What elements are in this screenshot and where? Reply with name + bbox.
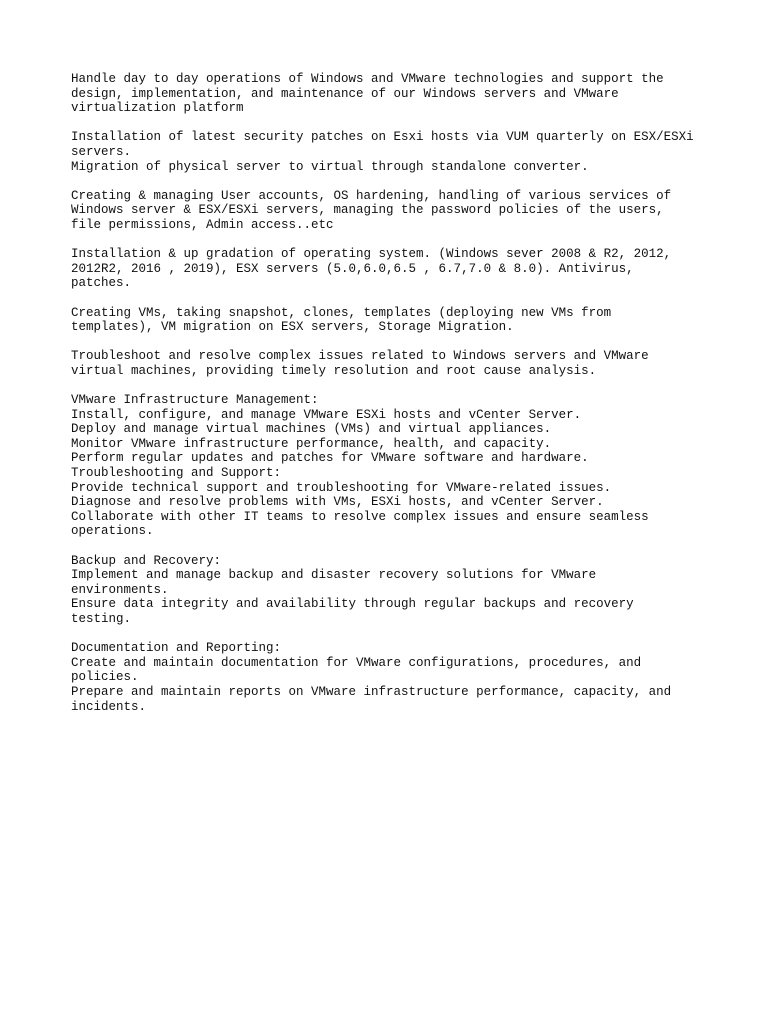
paragraph-os-upgrades [71,247,711,291]
paragraph-vm-management [71,306,711,335]
text-line: Deploy and manage virtual machines (VMs) and virtual appliances. [71,422,552,437]
text-line: Handle day to day operations of Windows and VMware technologies and support the [71,72,664,86]
text-line: Diagnose and resolve problems with VMs, ESXi hosts, and vCenter Server. [71,495,604,510]
text-line: Provide technical support and troubleshooting for VMware-related issues. [71,480,612,495]
text-line: environments. [71,582,169,597]
paragraph-user-accounts [71,189,711,233]
text-line: Windows server & ESX/ESXi servers, managing the password policies of the users, [71,203,664,218]
text-line: Installation & up gradation of operating system. (Windows sever 2008 & R2, 2012, [71,247,672,262]
text-line: Migration of physical server to virtual through standalone converter. [71,159,589,174]
text-line: file permissions, Admin access..etc [71,217,334,232]
paragraph-operations-summary [71,72,711,116]
text-line: Creating & managing User accounts, OS hardening, handling of various services of [71,188,672,203]
text-line: Installation of latest security patches on Esxi hosts via VUM quarterly on ESX/ESXi [71,130,694,145]
text-line: Creating VMs, taking snapshot, clones, templates (deploying new VMs from [71,305,612,320]
document-page [71,72,711,729]
text-line: 2012R2, 2016 , 2019), ESX servers (5.0,6.0,6.5 , 6.7,7.0 & 8.0). Antivirus, [71,261,634,276]
paragraph-security-patches [71,130,711,174]
text-line: Install, configure, and manage VMware ESXi hosts and vCenter Server. [71,407,582,422]
section-heading: VMware Infrastructure Management: [71,393,319,408]
text-line: Troubleshoot and resolve complex issues related to Windows servers and VMware [71,349,649,364]
text-line: virtualization platform [71,101,244,116]
section-backup-recovery [71,554,711,627]
text-line: servers. [71,144,132,159]
text-line: Prepare and maintain reports on VMware infrastructure performance, capacity, and [71,684,672,699]
section-heading: Backup and Recovery: [71,553,222,568]
text-line: Ensure data integrity and availability through regular backups and recovery [71,597,634,612]
text-line: incidents. [71,699,147,714]
text-line: Collaborate with other IT teams to resolve complex issues and ensure seamless [71,509,649,524]
section-heading: Troubleshooting and Support: [71,466,282,481]
text-line: Implement and manage backup and disaster recovery solutions for VMware [71,568,597,583]
text-line: Perform regular updates and patches for VMware software and hardware. [71,451,589,466]
text-line: virtual machines, providing timely resolution and root cause analysis. [71,363,597,378]
text-line: design, implementation, and maintenance of our Windows servers and VMware [71,86,619,101]
section-infrastructure-management [71,393,711,539]
text-line: patches. [71,276,132,291]
section-heading: Documentation and Reporting: [71,641,282,656]
text-line: testing. [71,611,132,626]
text-line: operations. [71,524,154,539]
paragraph-troubleshoot [71,349,711,378]
text-line: Monitor VMware infrastructure performance, health, and capacity. [71,436,552,451]
text-line: templates), VM migration on ESX servers, Storage Migration. [71,320,514,335]
text-line: policies. [71,670,139,685]
text-line: Create and maintain documentation for VMware configurations, procedures, and [71,655,642,670]
section-documentation-reporting [71,641,711,714]
